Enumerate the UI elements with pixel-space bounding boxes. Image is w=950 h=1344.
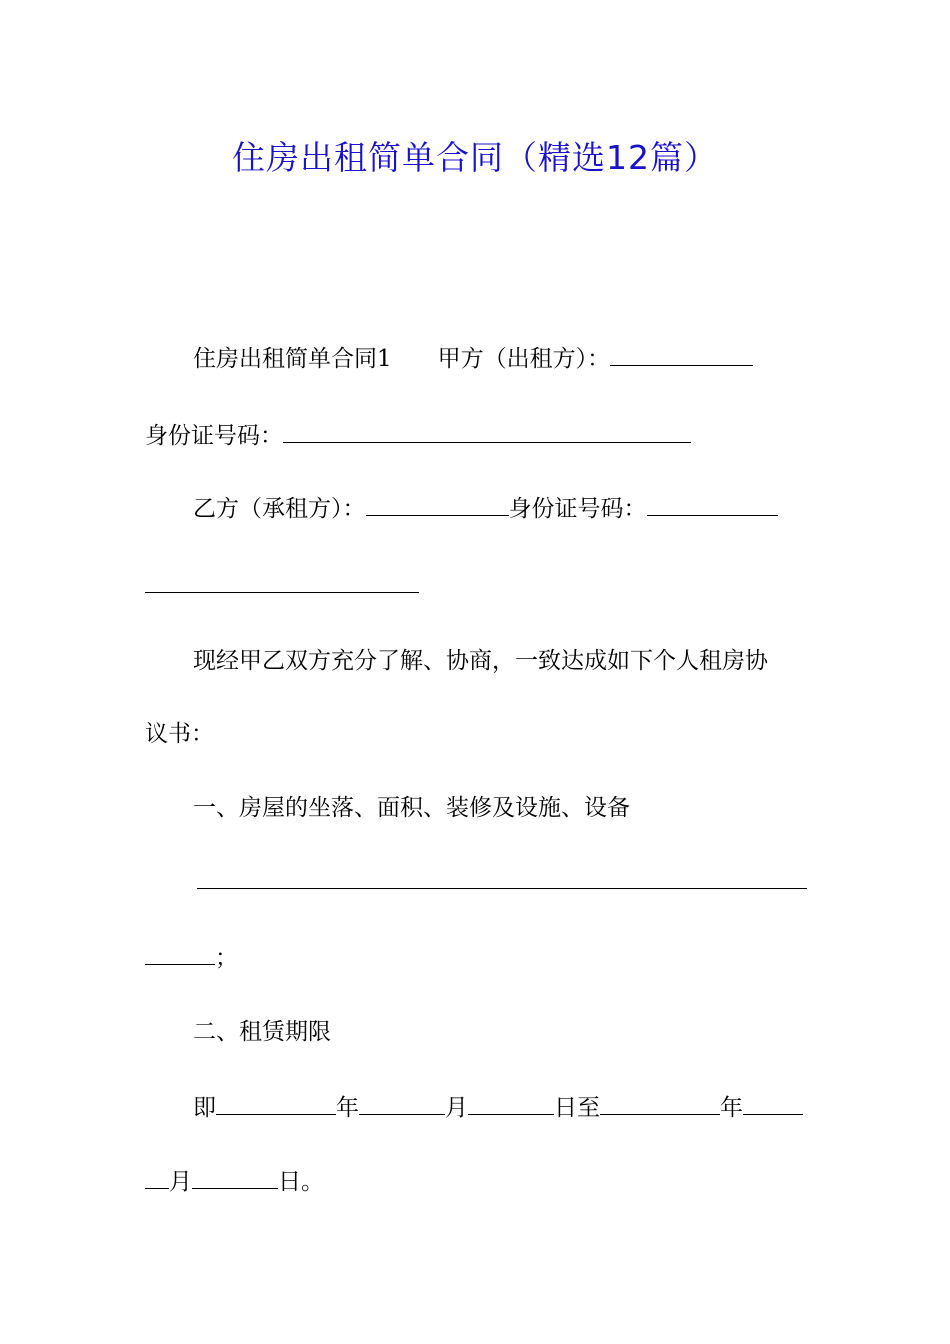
end-day-blank[interactable]: [192, 1166, 278, 1189]
year-label-2: 年: [720, 1095, 743, 1121]
party-b-blank[interactable]: [366, 493, 509, 516]
section1-blank-end[interactable]: [145, 942, 215, 965]
term-line2: [145, 1166, 324, 1198]
id-number-label: 身份证号码：: [145, 423, 283, 449]
party-b-id-blank-cont[interactable]: [145, 570, 419, 593]
intro-paragraph-line2: 议书：: [145, 721, 214, 747]
start-month-blank[interactable]: [359, 1092, 445, 1115]
party-b-id-continuation: [145, 570, 419, 602]
party-b-id-blank[interactable]: [647, 493, 778, 516]
party-a-id-line: [145, 420, 691, 452]
end-month-blank-b[interactable]: [145, 1166, 169, 1189]
intro-paragraph-line1: 现经甲乙双方充分了解、协商，一致达成如下个人租房协: [193, 648, 768, 674]
contract-heading: 住房出租简单合同1: [193, 346, 392, 372]
party-a-id-blank[interactable]: [283, 420, 691, 443]
section1-blank-end-line: [145, 942, 238, 974]
month-label-2: 月: [169, 1169, 192, 1195]
end-year-blank[interactable]: [600, 1092, 720, 1115]
end-month-blank-a[interactable]: [743, 1092, 803, 1115]
section1-blank[interactable]: [197, 866, 807, 889]
term-line1: [193, 1092, 803, 1124]
contract-heading-line: [193, 343, 753, 375]
party-a-blank[interactable]: [610, 343, 753, 366]
start-day-blank[interactable]: [468, 1092, 554, 1115]
party-a-label: 甲方（出租方）：: [437, 346, 611, 372]
party-b-label: 乙方（承租方）：: [193, 496, 366, 522]
month-label: 月: [445, 1095, 468, 1121]
party-b-line: [193, 493, 778, 525]
day-end-label: 日。: [278, 1169, 324, 1195]
section1-heading: 一、房屋的坐落、面积、装修及设施、设备: [193, 795, 630, 821]
id-number-label-b: 身份证号码：: [508, 496, 647, 522]
year-label: 年: [336, 1095, 359, 1121]
start-year-blank[interactable]: [216, 1092, 336, 1115]
day-to-label: 日至: [554, 1095, 600, 1121]
section1-blank-line: [197, 866, 807, 898]
term-start: 即: [193, 1095, 216, 1121]
section2-heading: 二、租赁期限: [193, 1019, 331, 1045]
document-title: 住房出租简单合同（精选12篇）: [232, 138, 718, 177]
section1-end: ；: [215, 945, 238, 971]
